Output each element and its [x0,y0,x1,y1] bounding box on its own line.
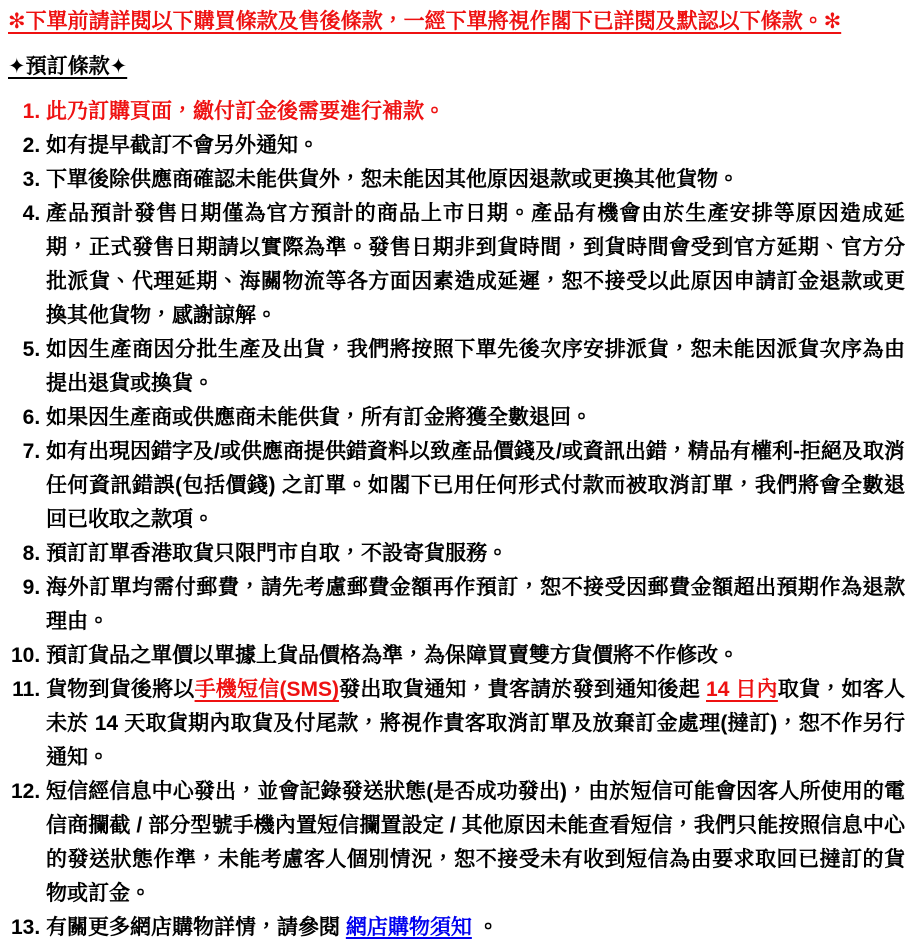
shop-guide-link[interactable]: 網店購物須知 [345,916,472,939]
term-text: 產品預計發售日期僅為官方預計的商品上市日期。產品有機會由於生產安排等原因造成延期，正式發售日期請以實際為準。發售日期非到貨時間，到貨時間會受到官方延期、官方分批派貨、代理延期、海關物流等各方面因素造成延遲，恕不接受以此原因申請訂金退款或更換其他貨物，感謝諒解。 [46,202,905,327]
terms-list [8,95,905,945]
term-item-12 [46,775,905,911]
pickup-deadline-highlight: 14 日內 [706,678,778,701]
term-item-10 [46,639,905,673]
term-text: 如有出現因錯字及/或供應商提供錯資料以致產品價錢及/或資訊出錯，精品有權利-拒絕及取消任何資訊錯誤(包括價錢) 之訂單。如閣下已用任何形式付款而被取消訂單，我們將會全數退回已收取之款項。 [46,440,905,531]
purchase-notice-header: ✻下單前請詳閱以下購買條款及售後條款，一經下單將視作閣下已詳閱及默認以下條款。✻ [8,10,842,33]
term-text: 如果因生產商或供應商未能供貨，所有訂金將獲全數退回。 [46,406,592,429]
term-text: 下單後除供應商確認未能供貨外，恕未能因其他原因退款或更換其他貨物。 [46,168,739,191]
term-item-13 [46,911,905,945]
sms-highlight: 手機短信(SMS) [194,678,339,701]
section-title-preorder-terms: ✦預訂條款✦ [8,55,128,78]
term-text: 預訂貨品之單價以單據上貨品價格為準，為保障買賣雙方貨價將不作修改。 [46,644,739,667]
term-text: 。 [471,916,499,939]
term-item-4 [46,197,905,333]
term-text: 預訂訂單香港取貨只限門市自取，不設寄貨服務。 [46,542,508,565]
term-item-9 [46,571,905,639]
term-text: 海外訂單均需付郵費，請先考慮郵費金額再作預訂，恕不接受因郵費金額超出預期作為退款理由。 [46,576,905,633]
term-item-8 [46,537,905,571]
term-item-2 [46,129,905,163]
term-text: 此乃訂購頁面，繳付訂金後需要進行補款。 [46,100,445,123]
term-text: 有關更多網店購物詳情，請參閱 [46,916,346,939]
term-text: 貨物到貨後將以 [46,678,195,701]
term-item-11 [46,673,905,775]
term-item-5 [46,333,905,401]
term-text: 如有提早截訂不會另外通知。 [46,134,319,157]
term-text: 如因生產商因分批生產及出貨，我們將按照下單先後次序安排派貨，恕未能因派貨次序為由提出退貨或換貨。 [46,338,905,395]
term-item-6 [46,401,905,435]
term-text: 取貨，如客人未於 14 天取貨期內取貨及付尾款，將視作貴客取消訂單及放棄訂金處理(撻訂)，恕不作另行通知。 [46,678,906,769]
term-text: 短信經信息中心發出，並會記錄發送狀態(是否成功發出)，由於短信可能會因客人所使用的電信商攔截 / 部分型號手機內置短信攔置設定 / 其他原因未能查看短信，我們只能按照信息中心的發送狀態作準，未能考慮客人個別情況，恕不接受未有收到短信為由要求取回已撻訂的貨物或訂金。 [46,780,905,905]
term-text: 發出取貨通知，貴客請於發到通知後起 [338,678,707,701]
term-item-7 [46,435,905,537]
term-item-1 [46,95,905,129]
term-item-3 [46,163,905,197]
